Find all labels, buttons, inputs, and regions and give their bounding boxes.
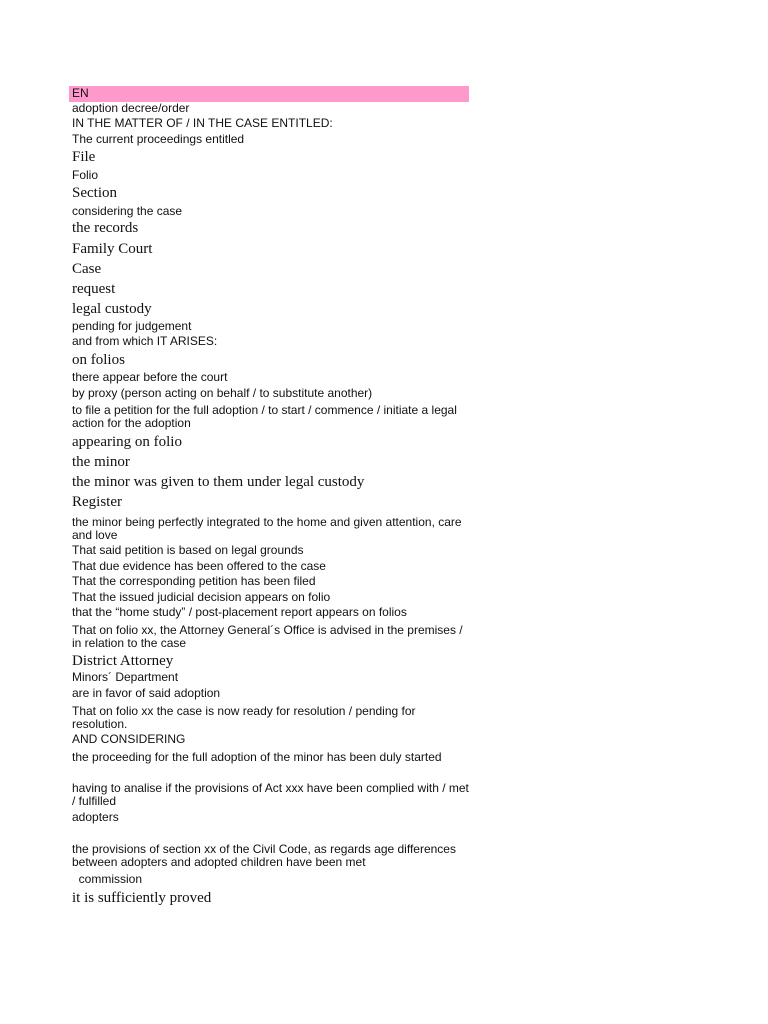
doc-line: pending for judgement — [72, 319, 192, 333]
doc-line: that the “home study” / post-placement report appears on folios — [72, 605, 407, 619]
doc-line: the provisions of section xx of the Civil Code, as regards age differences between adopters and adopted children have been met — [72, 842, 456, 869]
doc-line: the records — [72, 220, 139, 236]
doc-line: That on folio xx, the Attorney General´s Office is advised in the premises / in relation to the case — [72, 623, 463, 650]
doc-line: IN THE MATTER OF / IN THE CASE ENTITLED: — [72, 116, 333, 130]
doc-line: there appear before the court — [72, 370, 228, 384]
doc-line: That the corresponding petition has been filed — [72, 574, 316, 588]
doc-line: Case — [72, 261, 102, 277]
doc-line: having to analise if the provisions of Act xxx have been complied with / met / fulfilled — [72, 781, 469, 808]
doc-line: That due evidence has been offered to the case — [72, 559, 326, 573]
doc-line: That said petition is based on legal grounds — [72, 543, 304, 557]
doc-line: the proceeding for the full adoption of the minor has been duly started — [72, 750, 442, 764]
doc-line: AND CONSIDERING — [72, 732, 186, 746]
doc-line: The current proceedings entitled — [72, 132, 245, 146]
doc-line: to file a petition for the full adoption / to start / commence / initiate a legal action for the adoption — [72, 403, 457, 430]
doc-line: appearing on folio — [72, 434, 182, 450]
doc-line: request — [72, 281, 116, 297]
doc-line: the minor was given to them under legal custody — [72, 474, 365, 490]
doc-line: adoption decree/order — [72, 101, 190, 115]
doc-line: legal custody — [72, 301, 152, 317]
language-label: EN — [72, 86, 89, 100]
doc-line: the minor being perfectly integrated to the home and given attention, care and love — [72, 515, 462, 542]
doc-line: on folios — [72, 352, 125, 368]
doc-line: File — [72, 149, 96, 165]
doc-line: District Attorney — [72, 653, 174, 669]
doc-line: Folio — [72, 168, 99, 182]
doc-line: That the issued judicial decision appears on folio — [72, 590, 331, 604]
doc-line: by proxy (person acting on behalf / to substitute another) — [72, 386, 373, 400]
doc-line: and from which IT ARISES: — [72, 334, 218, 348]
doc-line: adopters — [72, 810, 119, 824]
doc-line: considering the case — [72, 204, 183, 218]
doc-line: Minors´ Department — [72, 670, 179, 684]
doc-line: Family Court — [72, 241, 153, 257]
doc-line: it is sufficiently proved — [72, 890, 212, 906]
doc-line: Section — [72, 185, 117, 201]
doc-line: That on folio xx the case is now ready for resolution / pending for resolution. — [72, 704, 416, 731]
header-highlight-bar — [69, 86, 469, 102]
doc-line: the minor — [72, 454, 130, 470]
doc-line: commission — [72, 872, 143, 886]
doc-line: Register — [72, 494, 122, 510]
doc-line: are in favor of said adoption — [72, 686, 221, 700]
